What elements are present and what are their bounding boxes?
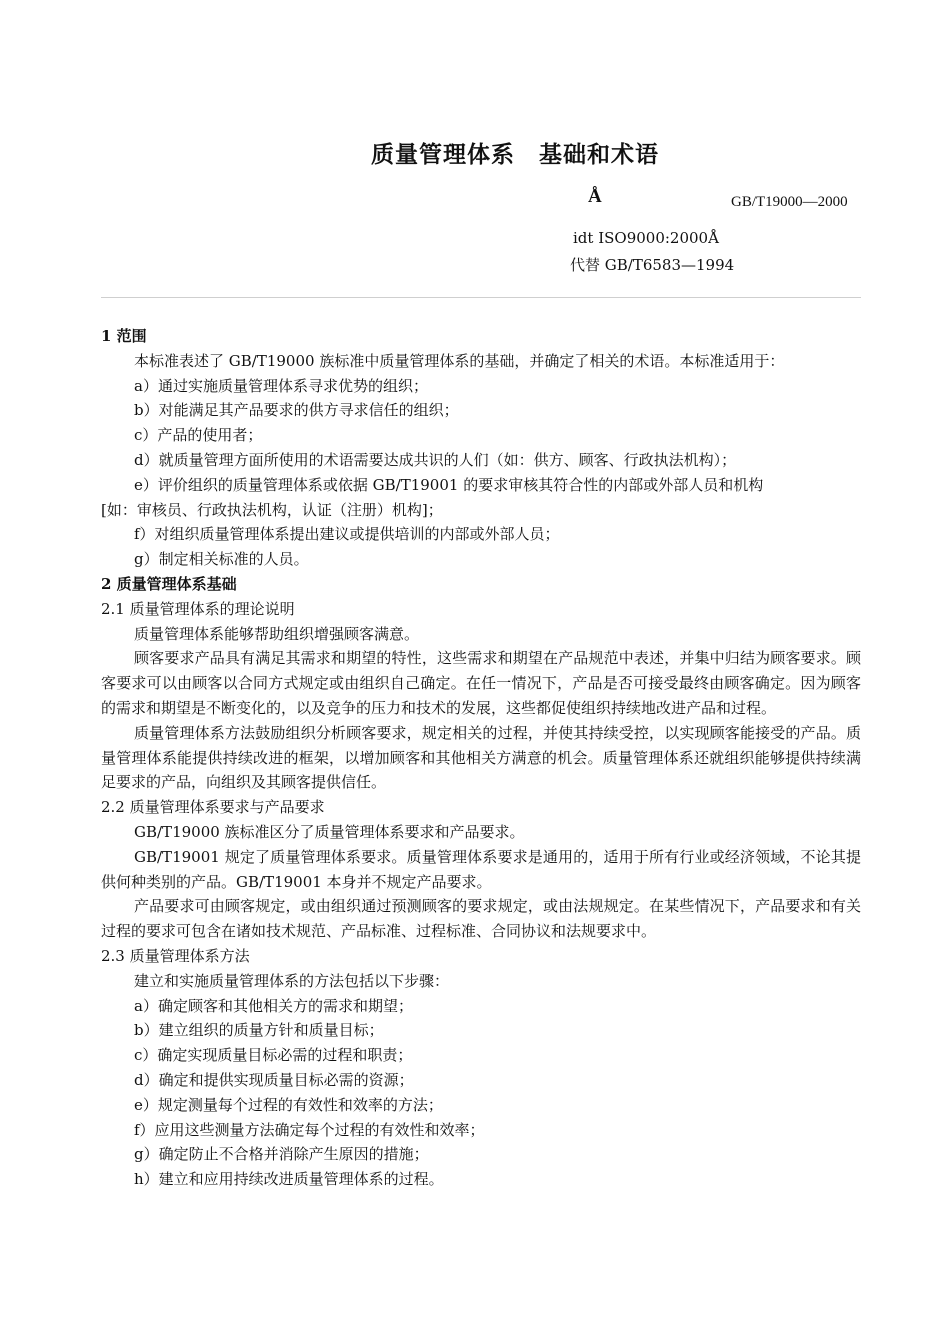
list-item: e）规定测量每个过程的有效性和效率的方法； bbox=[134, 1095, 443, 1114]
paragraph: GB/T19001 规定了质量管理体系要求。质量管理体系要求是通用的，适用于所有行业或经济领域，不论其提供何种类别的产品。GB/T19001 本身并不规定产品要求。 bbox=[101, 847, 861, 891]
subsection-heading: 2.2 质量管理体系要求与产品要求 bbox=[101, 798, 325, 817]
list-item: h）建立和应用持续改进质量管理体系的过程。 bbox=[134, 1170, 444, 1189]
standard-number: GB/T19000—2000 bbox=[731, 194, 848, 210]
list-item: g）制定相关标准的人员。 bbox=[134, 550, 309, 569]
list-item: f）对组织质量管理体系提出建议或提供培训的内部或外部人员； bbox=[134, 525, 560, 544]
section-heading: 2 质量管理体系基础 bbox=[101, 574, 237, 593]
standard-mark: Å bbox=[588, 186, 602, 207]
paragraph: 质量管理体系方法鼓励组织分析顾客要求，规定相关的过程，并使其持续受控，以实现顾客能接受的产品。质量管理体系能提供持续改进的框架，以增加顾客和其他相关方满意的机会。质量管理体系还就组织能够提供持续满足要求的产品，向组织及其顾客提供信任。 bbox=[101, 723, 861, 792]
subsection-heading: 2.3 质量管理体系方法 bbox=[101, 946, 250, 965]
paragraph: 建立和实施质量管理体系的方法包括以下步骤： bbox=[134, 971, 450, 990]
idt-reference: idt ISO9000:2000Å bbox=[573, 229, 719, 247]
paragraph: 质量管理体系能够帮助组织增强顾客满意。 bbox=[134, 624, 420, 643]
subsection-heading: 2.1 质量管理体系的理论说明 bbox=[101, 599, 295, 618]
paragraph: 产品要求可由顾客规定，或由组织通过预测顾客的要求规定，或由法规规定。在某些情况下，产品要求和有关过程的要求可包含在诸如技术规范、产品标准、过程标准、合同协议和法规要求中。 bbox=[101, 897, 861, 941]
list-item: a）通过实施质量管理体系寻求优势的组织； bbox=[134, 376, 428, 395]
replaces-reference: 代替 GB/T6583—1994 bbox=[570, 256, 735, 274]
list-item: c）产品的使用者； bbox=[134, 426, 263, 445]
document-body bbox=[101, 324, 861, 1192]
list-item: d）就质量管理方面所使用的术语需要达成共识的人们（如：供方、顾客、行政执法机构）； bbox=[134, 450, 737, 469]
list-item: f）应用这些测量方法确定每个过程的有效性和效率； bbox=[134, 1120, 485, 1139]
list-item-continuation: [如：审核员、行政执法机构，认证（注册）机构]； bbox=[101, 500, 443, 519]
list-item: a）确定顾客和其他相关方的需求和期望； bbox=[134, 996, 413, 1015]
paragraph: 顾客要求产品具有满足其需求和期望的特性，这些需求和期望在产品规范中表述，并集中归结为顾客要求。顾客要求可以由顾客以合同方式规定或由组织自己确定。在任一情况下，产品是否可接受最终由顾客确定。因为顾客的需求和期望是不断变化的，以及竞争的压力和技术的发展，这些都促使组织持续地改进产品和过程。 bbox=[101, 649, 861, 717]
section-heading: 1 范围 bbox=[101, 327, 147, 345]
paragraph: 本标准表述了 GB/T19000 族标准中质量管理体系的基础，并确定了相关的术语。本标准适用于： bbox=[134, 351, 785, 370]
header-divider bbox=[101, 297, 861, 298]
list-item: g）确定防止不合格并消除产生原因的措施； bbox=[134, 1145, 429, 1164]
paragraph: GB/T19000 族标准区分了质量管理体系要求和产品要求。 bbox=[134, 822, 525, 841]
list-item: c）确定实现质量目标必需的过程和职责； bbox=[134, 1046, 413, 1065]
list-item: b）建立组织的质量方针和质量目标； bbox=[134, 1021, 384, 1040]
list-item: e）评价组织的质量管理体系或依据 GB/T19001 的要求审核其符合性的内部或外部人员和机构 bbox=[134, 475, 764, 494]
list-item: b）对能满足其产品要求的供方寻求信任的组织； bbox=[134, 401, 459, 420]
list-item: d）确定和提供实现质量目标必需的资源； bbox=[134, 1070, 414, 1089]
document-title: 质量管理体系 基础和术语 bbox=[371, 142, 659, 168]
